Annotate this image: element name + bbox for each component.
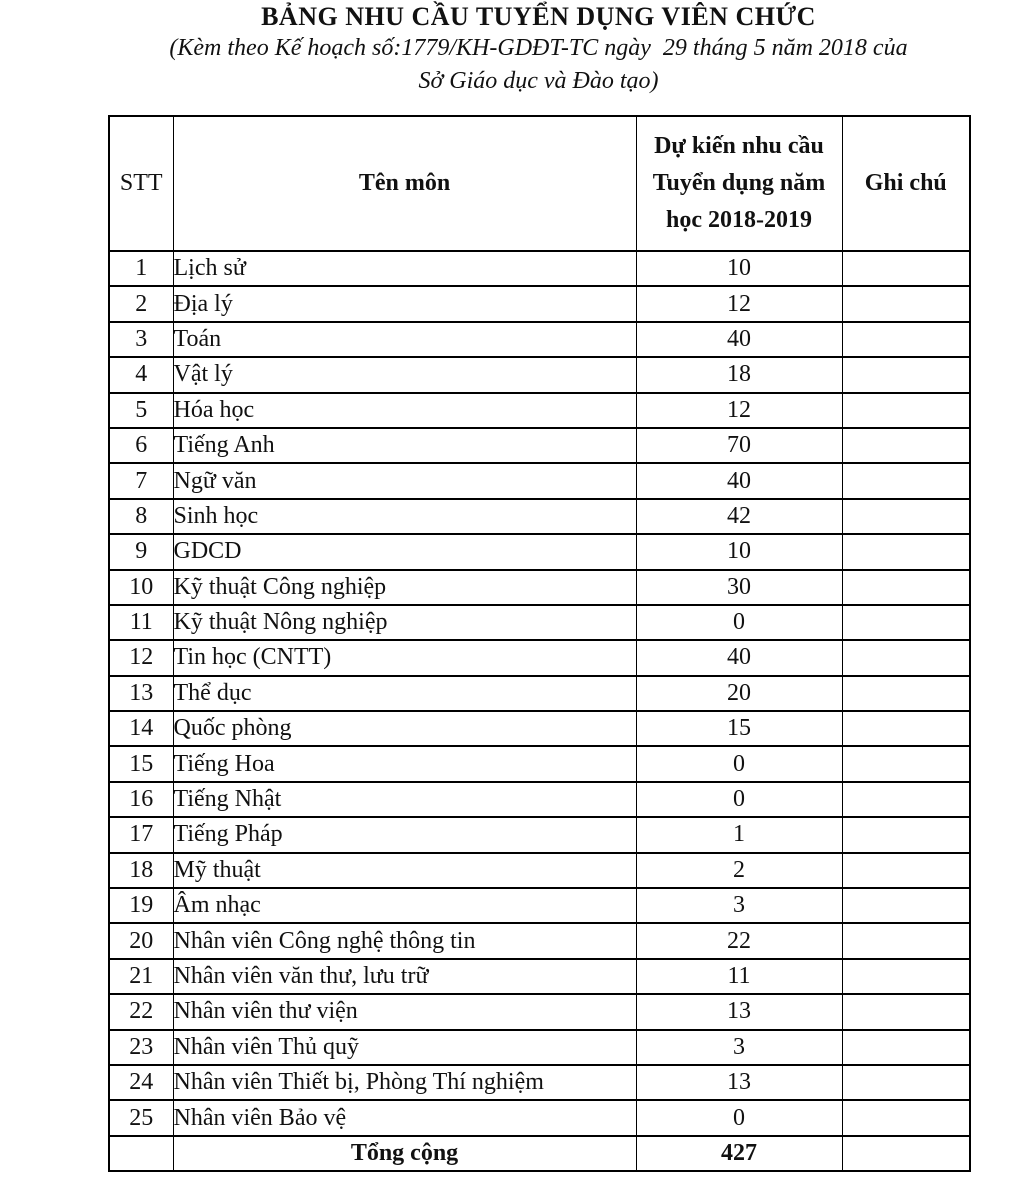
row-stt-cell: 5 (109, 393, 173, 428)
row-stt-cell: 19 (109, 888, 173, 923)
row-note-cell (842, 1030, 970, 1065)
row-stt-cell: 6 (109, 428, 173, 463)
row-subject-cell: Âm nhạc (173, 888, 636, 923)
row-quota-cell: 15 (636, 711, 842, 746)
table-footer-row (109, 1136, 970, 1171)
table-row (109, 853, 970, 888)
row-note-cell (842, 923, 970, 958)
row-subject-cell: Toán (173, 322, 636, 357)
document-header (108, 0, 969, 98)
row-stt-cell: 10 (109, 570, 173, 605)
row-note-cell (842, 994, 970, 1029)
document-subtitle-line2: Sở Giáo dục và Đào tạo) (418, 68, 659, 94)
row-quota-cell: 40 (636, 463, 842, 498)
row-subject-cell: Thể dục (173, 676, 636, 711)
row-subject-cell: Tiếng Pháp (173, 817, 636, 852)
table-row (109, 923, 970, 958)
row-quota-cell: 13 (636, 994, 842, 1029)
row-stt-cell: 23 (109, 1030, 173, 1065)
row-stt-cell: 18 (109, 853, 173, 888)
table-row (109, 817, 970, 852)
row-subject-cell: Tiếng Hoa (173, 746, 636, 781)
row-subject-cell: GDCD (173, 534, 636, 569)
row-subject-cell: Kỹ thuật Công nghiệp (173, 570, 636, 605)
row-note-cell (842, 746, 970, 781)
table-row (109, 463, 970, 498)
row-quota-cell: 0 (636, 782, 842, 817)
table-row (109, 428, 970, 463)
row-subject-cell: Vật lý (173, 357, 636, 392)
row-quota-cell: 10 (636, 251, 842, 286)
row-note-cell (842, 605, 970, 640)
row-subject-cell: Lịch sử (173, 251, 636, 286)
recruitment-needs-table (108, 115, 971, 1172)
row-quota-cell: 0 (636, 1100, 842, 1135)
table-row (109, 888, 970, 923)
row-stt-cell: 21 (109, 959, 173, 994)
table-row (109, 1100, 970, 1135)
table-row (109, 322, 970, 357)
row-subject-cell: Tin học (CNTT) (173, 640, 636, 675)
table-row (109, 959, 970, 994)
row-note-cell (842, 463, 970, 498)
footer-total-value: 427 (636, 1136, 842, 1171)
row-note-cell (842, 428, 970, 463)
row-quota-cell: 1 (636, 817, 842, 852)
row-stt-cell: 15 (109, 746, 173, 781)
row-note-cell (842, 1100, 970, 1135)
row-stt-cell: 4 (109, 357, 173, 392)
table-row (109, 1030, 970, 1065)
row-note-cell (842, 499, 970, 534)
row-subject-cell: Địa lý (173, 286, 636, 321)
row-subject-cell: Quốc phòng (173, 711, 636, 746)
row-subject-cell: Tiếng Anh (173, 428, 636, 463)
row-note-cell (842, 640, 970, 675)
row-stt-cell: 9 (109, 534, 173, 569)
row-quota-cell: 42 (636, 499, 842, 534)
table-row (109, 534, 970, 569)
row-note-cell (842, 676, 970, 711)
row-subject-cell: Kỹ thuật Nông nghiệp (173, 605, 636, 640)
row-quota-cell: 40 (636, 322, 842, 357)
table-row (109, 605, 970, 640)
row-quota-cell: 0 (636, 605, 842, 640)
document-title: BẢNG NHU CẦU TUYỂN DỤNG VIÊN CHỨC (261, 2, 816, 31)
row-note-cell (842, 817, 970, 852)
row-subject-cell: Ngữ văn (173, 463, 636, 498)
row-note-cell (842, 534, 970, 569)
row-quota-cell: 2 (636, 853, 842, 888)
column-header-note: Ghi chú (842, 116, 970, 251)
table-row (109, 640, 970, 675)
row-subject-cell: Mỹ thuật (173, 853, 636, 888)
row-stt-cell: 12 (109, 640, 173, 675)
row-subject-cell: Tiếng Nhật (173, 782, 636, 817)
table-row (109, 286, 970, 321)
row-note-cell (842, 782, 970, 817)
row-quota-cell: 3 (636, 888, 842, 923)
table-row (109, 782, 970, 817)
row-subject-cell: Hóa học (173, 393, 636, 428)
row-stt-cell: 20 (109, 923, 173, 958)
row-note-cell (842, 393, 970, 428)
row-quota-cell: 22 (636, 923, 842, 958)
row-quota-cell: 0 (636, 746, 842, 781)
row-stt-cell: 24 (109, 1065, 173, 1100)
table-row (109, 994, 970, 1029)
row-quota-cell: 12 (636, 393, 842, 428)
footer-stt-cell (109, 1136, 173, 1171)
row-note-cell (842, 959, 970, 994)
table-row (109, 357, 970, 392)
table-row (109, 1065, 970, 1100)
row-subject-cell: Nhân viên Công nghệ thông tin (173, 923, 636, 958)
footer-total-label: Tổng cộng (173, 1136, 636, 1171)
row-stt-cell: 3 (109, 322, 173, 357)
row-quota-cell: 70 (636, 428, 842, 463)
row-note-cell (842, 357, 970, 392)
row-stt-cell: 14 (109, 711, 173, 746)
row-note-cell (842, 1065, 970, 1100)
row-note-cell (842, 853, 970, 888)
table-row (109, 499, 970, 534)
row-subject-cell: Nhân viên Thiết bị, Phòng Thí nghiệm (173, 1065, 636, 1100)
row-quota-cell: 3 (636, 1030, 842, 1065)
column-header-quota: Dự kiến nhu cầu Tuyển dụng năm học 2018-2019 (636, 116, 842, 251)
row-stt-cell: 22 (109, 994, 173, 1029)
row-subject-cell: Sinh học (173, 499, 636, 534)
table-row (109, 251, 970, 286)
row-quota-cell: 11 (636, 959, 842, 994)
row-stt-cell: 2 (109, 286, 173, 321)
table-row (109, 393, 970, 428)
row-stt-cell: 17 (109, 817, 173, 852)
row-stt-cell: 1 (109, 251, 173, 286)
row-note-cell (842, 711, 970, 746)
row-note-cell (842, 251, 970, 286)
row-quota-cell: 10 (636, 534, 842, 569)
row-quota-cell: 18 (636, 357, 842, 392)
column-header-subject: Tên môn (173, 116, 636, 251)
table-row (109, 711, 970, 746)
row-stt-cell: 25 (109, 1100, 173, 1135)
row-stt-cell: 7 (109, 463, 173, 498)
table-row (109, 570, 970, 605)
row-quota-cell: 30 (636, 570, 842, 605)
row-subject-cell: Nhân viên thư viện (173, 994, 636, 1029)
row-quota-cell: 13 (636, 1065, 842, 1100)
table-body (109, 251, 970, 1136)
table-row (109, 676, 970, 711)
footer-note-cell (842, 1136, 970, 1171)
row-stt-cell: 13 (109, 676, 173, 711)
table-row (109, 746, 970, 781)
column-header-stt: STT (109, 116, 173, 251)
row-quota-cell: 40 (636, 640, 842, 675)
table-header-row (109, 116, 970, 251)
row-stt-cell: 11 (109, 605, 173, 640)
row-quota-cell: 12 (636, 286, 842, 321)
row-quota-cell: 20 (636, 676, 842, 711)
document-subtitle-line1: (Kèm theo Kế hoạch số:1779/KH-GDĐT-TC ngày 29 tháng 5 năm 2018 của (169, 35, 908, 61)
row-note-cell (842, 888, 970, 923)
row-subject-cell: Nhân viên văn thư, lưu trữ (173, 959, 636, 994)
row-note-cell (842, 570, 970, 605)
row-note-cell (842, 322, 970, 357)
row-note-cell (842, 286, 970, 321)
row-stt-cell: 8 (109, 499, 173, 534)
row-subject-cell: Nhân viên Bảo vệ (173, 1100, 636, 1135)
row-subject-cell: Nhân viên Thủ quỹ (173, 1030, 636, 1065)
row-stt-cell: 16 (109, 782, 173, 817)
